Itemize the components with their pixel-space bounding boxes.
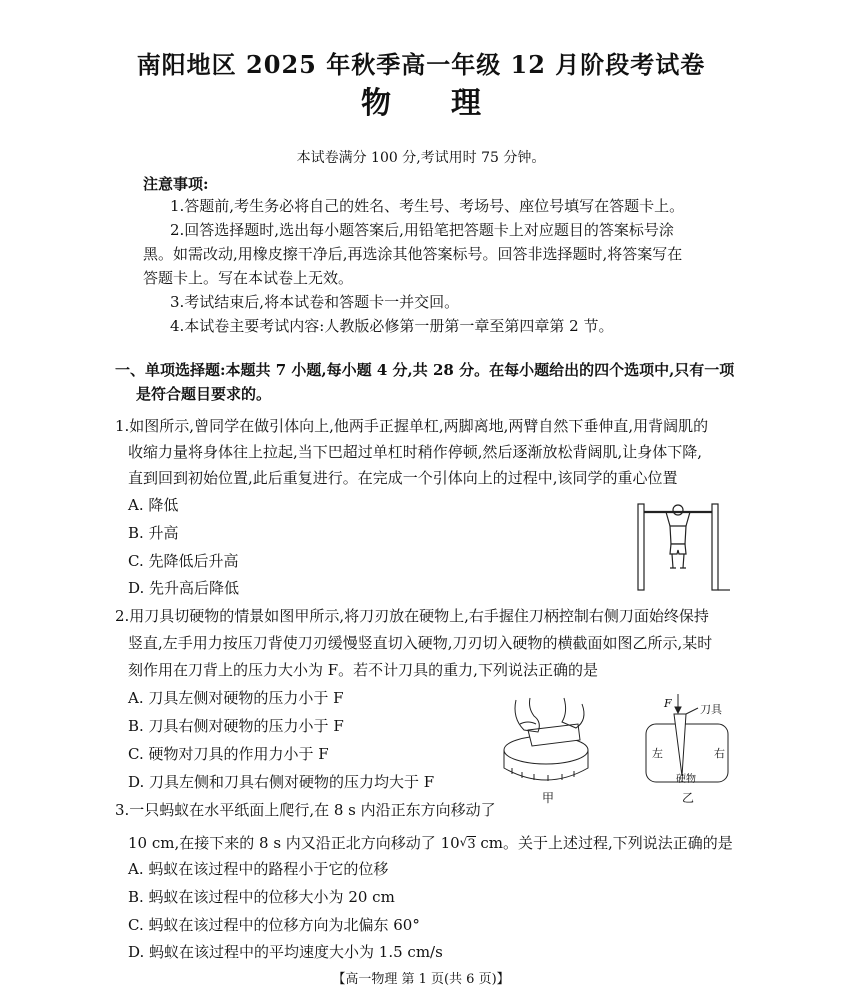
figure-yi-force-label: F (664, 697, 672, 710)
q3-stem-part: cm。关于上述过程,下列说法正确的是 (475, 834, 733, 852)
notes-line: 3.考试结束后,将本试卷和答题卡一并交回。 (170, 293, 460, 311)
figure-jia-label: 甲 (542, 791, 555, 805)
notes-line: 黑。如需改动,用橡皮擦干净后,再选涂其他答案标号。回答非选择题时,将答案写在 (143, 245, 683, 263)
q1-option-b[interactable]: B. 升高 (128, 524, 179, 542)
notes-line: 4.本试卷主要考试内容:人教版必修第一册第一章至第四章第 2 节。 (170, 317, 614, 335)
notes-line: 2.回答选择题时,选出每小题答案后,用铅笔把答题卡上对应题目的答案标号涂 (170, 221, 674, 239)
section-heading: 一、单项选择题:本题共 7 小题,每小题 4 分,共 28 分。在每小题给出的四个选项中,只有一项 (115, 361, 735, 379)
q1-option-a[interactable]: A. 降低 (128, 496, 179, 514)
subject-title: 物理 (361, 86, 541, 121)
figure-yi-label: 乙 (682, 791, 695, 805)
q3-option-a[interactable]: A. 蚂蚁在该过程中的路程小于它的位移 (128, 860, 389, 878)
q2-option-b[interactable]: B. 刀具右侧对硬物的压力小于 F (128, 717, 344, 735)
q1-stem: 直到回到初始位置,此后重复进行。在完成一个引体向上的过程中,该同学的重心位置 (128, 469, 678, 487)
q2-stem: 竖直,左手用力按压刀背使刀刃缓慢竖直切入硬物,刀刃切入硬物的横截面如图乙所示,某时 (128, 634, 713, 652)
q1-stem: 1.如图所示,曾同学在做引体向上,他两手正握单杠,两脚离地,两臂自然下垂伸直,用背阔肌的 (115, 417, 709, 435)
q1-option-c[interactable]: C. 先降低后升高 (128, 552, 239, 570)
section-heading-cont: 是符合题目要求的。 (136, 385, 272, 403)
q1-option-d[interactable]: D. 先升高后降低 (128, 579, 240, 597)
q3-stem-line2 (128, 832, 733, 855)
q2-option-a[interactable]: A. 刀具左侧对硬物的压力小于 F (128, 689, 344, 707)
q3-stem: 3.一只蚂蚁在水平纸面上爬行,在 8 s 内沿正东方向移动了 (115, 801, 496, 819)
q1-stem: 收缩力量将身体往上拉起,当下巴超过单杠时稍作停顿,然后逐渐放松背阔肌,让身体下降, (128, 443, 703, 461)
figure-yi-object-label: 硬物 (676, 774, 696, 785)
q3-option-c[interactable]: C. 蚂蚁在该过程中的位移方向为北偏东 60° (128, 916, 420, 934)
q3-stem-part: 10 cm,在接下来的 8 s 内又沿正北方向移动了 10 (128, 834, 460, 852)
figure-yi-left-label: 左 (652, 747, 663, 760)
pullup-figure (632, 496, 732, 596)
notes-line: 答题卡上。写在本试卷上无效。 (143, 269, 354, 287)
q2-option-d[interactable]: D. 刀具左侧和刀具右侧对硬物的压力均大于 F (128, 773, 435, 791)
figure-yi-knife-label: 刀具 (700, 703, 722, 716)
sqrt-icon: √ (459, 835, 468, 849)
figure-yi (638, 694, 738, 806)
figure-yi-right-label: 右 (714, 747, 725, 760)
q3-option-d[interactable]: D. 蚂蚁在该过程中的平均速度大小为 1.5 cm/s (128, 943, 443, 961)
q2-stem: 2.用刀具切硬物的情景如图甲所示,将刀刃放在硬物上,右手握住刀柄控制右侧刀面始终保持 (115, 607, 709, 625)
page-footer: 【高一物理 第 1 页(共 6 页)】 (332, 972, 510, 987)
exam-info: 本试卷满分 100 分,考试用时 75 分钟。 (296, 150, 546, 166)
exam-title: 南阳地区 2025 年秋季高一年级 12 月阶段考试卷 (136, 50, 706, 79)
q2-option-c[interactable]: C. 硬物对刀具的作用力小于 F (128, 745, 329, 763)
notes-heading: 注意事项: (143, 175, 209, 193)
q3-option-b[interactable]: B. 蚂蚁在该过程中的位移大小为 20 cm (128, 888, 395, 906)
figure-jia (498, 694, 598, 806)
notes-line: 1.答题前,考生务必将自己的姓名、考生号、考场号、座位号填写在答题卡上。 (170, 197, 685, 215)
q3-sqrt-value: 3 (467, 837, 476, 852)
q2-stem: 刻作用在刀背上的压力大小为 F。若不计刀具的重力,下列说法正确的是 (128, 661, 598, 679)
